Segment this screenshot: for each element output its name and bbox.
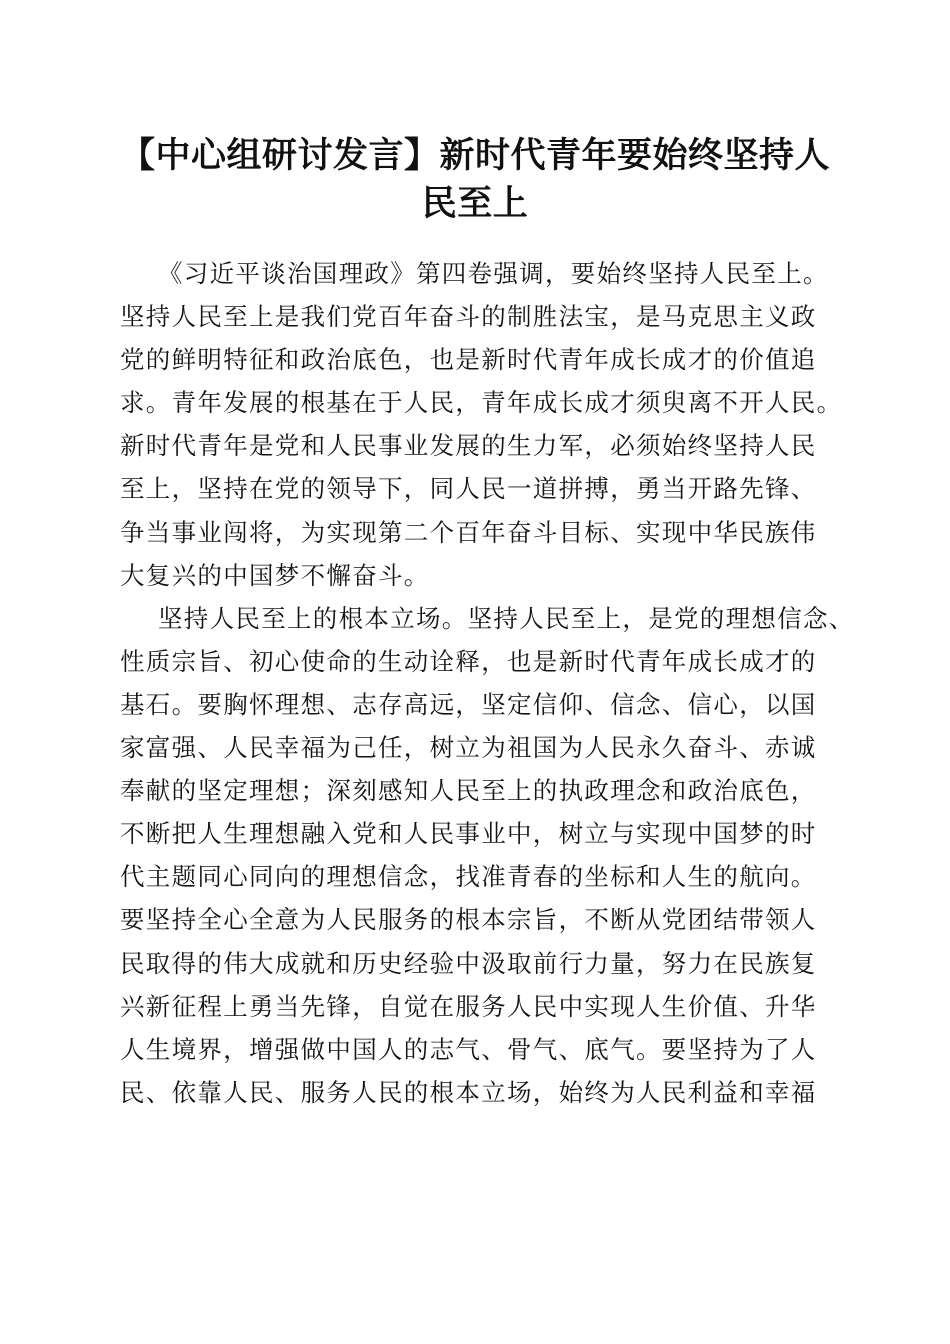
text-line: 大复兴的中国梦不懈奋斗。	[120, 560, 430, 590]
text-line: 坚持人民至上的根本立场。坚持人民至上，是党的理想信念、	[158, 603, 855, 633]
text-line: 民、依靠人民、服务人民的根本立场，始终为人民利益和幸福	[120, 1077, 817, 1107]
text-line: 党的鲜明特征和政治底色，也是新时代青年成长成才的价值追	[120, 345, 817, 375]
text-line: 《习近平谈治国理政》第四卷强调，要始终坚持人民至上。	[158, 259, 829, 288]
title-line-1: 【中心组研讨发言】新时代青年要始终坚持人	[119, 136, 830, 176]
title-line-2: 民至上	[421, 184, 529, 224]
text-line: 代主题同心同向的理想信念，找准青春的坐标和人生的航向。	[120, 862, 817, 892]
text-line: 基石。要胸怀理想、志存高远，坚定信仰、信念、信心，以国	[120, 689, 817, 719]
text-line: 人生境界，增强做中国人的志气、骨气、底气。要坚持为了人	[120, 1034, 817, 1064]
text-line: 兴新征程上勇当先锋，自觉在服务人民中实现人生价值、升华	[120, 991, 817, 1021]
paragraph-1	[120, 252, 843, 597]
paragraph-2	[120, 597, 855, 1114]
text-line: 至上，坚持在党的领导下，同人民一道拼搏，勇当开路先锋、	[120, 474, 817, 504]
body-text	[120, 252, 855, 1114]
text-line: 民取得的伟大成就和历史经验中汲取前行力量，努力在民族复	[120, 948, 817, 978]
text-line: 坚持人民至上是我们党百年奋斗的制胜法宝，是马克思主义政	[120, 302, 817, 332]
text-line: 要坚持全心全意为人民服务的根本宗旨，不断从党团结带领人	[120, 905, 817, 935]
page-title	[100, 132, 850, 228]
text-line: 奉献的坚定理想；深刻感知人民至上的执政理念和政治底色，	[120, 776, 817, 806]
text-line: 新时代青年是党和人民事业发展的生力军，必须始终坚持人民	[120, 431, 817, 461]
text-line: 家富强、人民幸福为己任，树立为祖国为人民永久奋斗、赤诚	[120, 733, 817, 763]
text-line: 性质宗旨、初心使命的生动诠释，也是新时代青年成长成才的	[120, 646, 817, 676]
text-line: 不断把人生理想融入党和人民事业中，树立与实现中国梦的时	[120, 819, 817, 849]
text-line: 争当事业闯将，为实现第二个百年奋斗目标、实现中华民族伟	[120, 517, 817, 547]
text-line: 求。青年发展的根基在于人民，青年成长成才须臾离不开人民。	[120, 388, 843, 418]
